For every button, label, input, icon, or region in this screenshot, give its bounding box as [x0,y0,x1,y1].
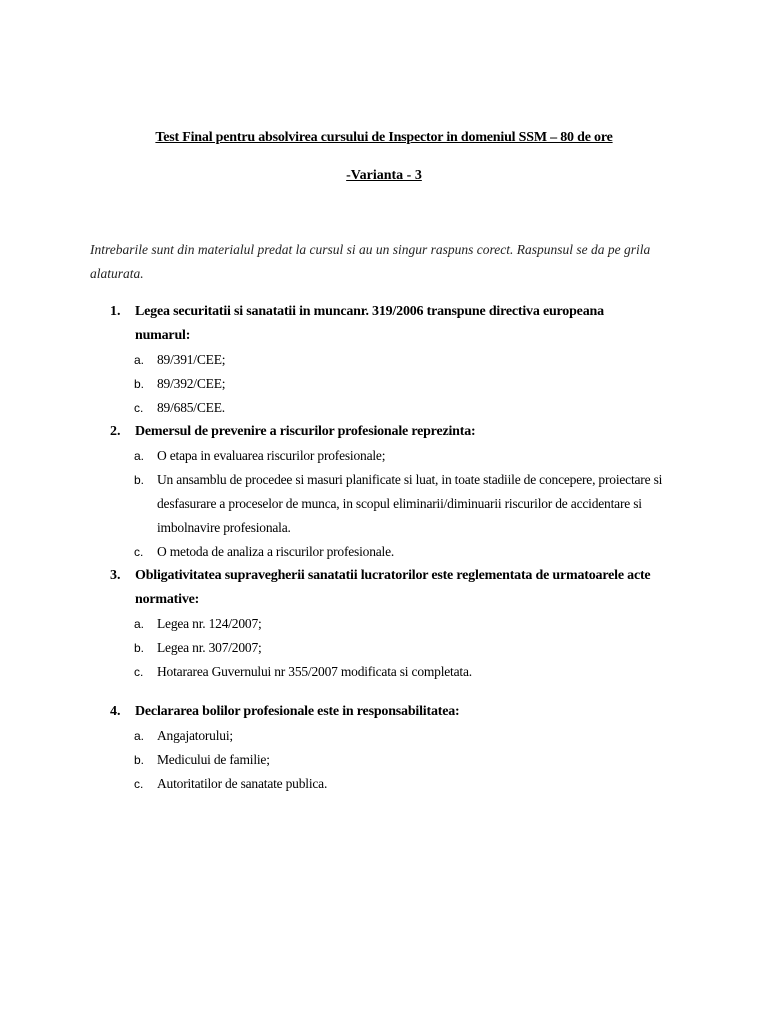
answer-letter: a. [134,353,145,367]
answer-letter: c. [134,545,144,559]
answer-list [0,348,768,420]
question-text: Legea securitatii si sanatatii in muncanr. 319/2006 transpune directiva europeana numarul: [135,304,604,343]
question-item [0,300,768,420]
answer-list [0,724,768,796]
answer-text: Un ansamblu de procedee si masuri planificate si luat, in toate stadiile de concepere, proiectare si desfasurare a proceselor de munca, in scopul eliminarii/diminuarii riscurilor de accidentare si imbolnavire profesionala. [157,472,663,535]
answer-option [0,748,768,772]
answer-letter: b. [134,473,145,487]
answer-text: Legea nr. 124/2007; [157,616,262,631]
question-text: Declararea bolilor profesionale este in responsabilitatea: [135,704,460,719]
answer-text: O metoda de analiza a riscurilor profesionale. [157,544,395,559]
question-text: Demersul de prevenire a riscurilor profesionale reprezinta: [135,424,476,439]
answer-text: Legea nr. 307/2007; [157,640,262,655]
question-item [0,420,768,564]
answer-text: 89/391/CEE; [157,352,226,367]
question-list [0,300,768,796]
question-number: 3. [110,568,121,583]
question-item [0,564,768,684]
answer-option [0,372,768,396]
question-number: 2. [110,424,121,439]
answer-option [0,540,768,564]
answer-option [0,468,768,540]
answer-letter: c. [134,401,144,415]
answer-list [0,444,768,564]
answer-text: Hotararea Guvernului nr 355/2007 modificata si completata. [157,664,472,679]
answer-option [0,612,768,636]
question-text: Obligativitatea supravegherii sanatatii lucratorilor este reglementata de urmatoarele acte normative: [135,568,651,607]
answer-option [0,636,768,660]
answer-letter: b. [134,753,145,767]
question-item [0,700,768,796]
question-number: 4. [110,704,121,719]
answer-option [0,444,768,468]
answer-option [0,772,768,796]
answer-text: 89/392/CEE; [157,376,226,391]
answer-letter: a. [134,617,145,631]
answer-text: 89/685/CEE. [157,400,225,415]
answer-letter: c. [134,777,144,791]
question-number: 1. [110,304,121,319]
answer-letter: b. [134,641,145,655]
answer-text: Medicului de familie; [157,752,270,767]
answer-text: Angajatorului; [157,728,233,743]
instructions-text: Intrebarile sunt din materialul predat la cursul si au un singur raspuns corect. Raspunsul se da pe grila alaturata. [90,242,651,281]
answer-letter: a. [134,449,145,463]
answer-text: Autoritatilor de sanatate publica. [157,776,328,791]
answer-text: O etapa in evaluarea riscurilor profesionale; [157,448,386,463]
spacer [0,684,768,700]
variant-label: -Varianta - 3 [346,168,422,183]
answer-letter: a. [134,729,145,743]
answer-option [0,724,768,748]
answer-option [0,396,768,420]
answer-list [0,612,768,684]
answer-option [0,348,768,372]
answer-option [0,660,768,684]
document-title: Test Final pentru absolvirea cursului de Inspector in domeniul SSM – 80 de ore [155,130,613,145]
answer-letter: b. [134,377,145,391]
answer-letter: c. [134,665,144,679]
